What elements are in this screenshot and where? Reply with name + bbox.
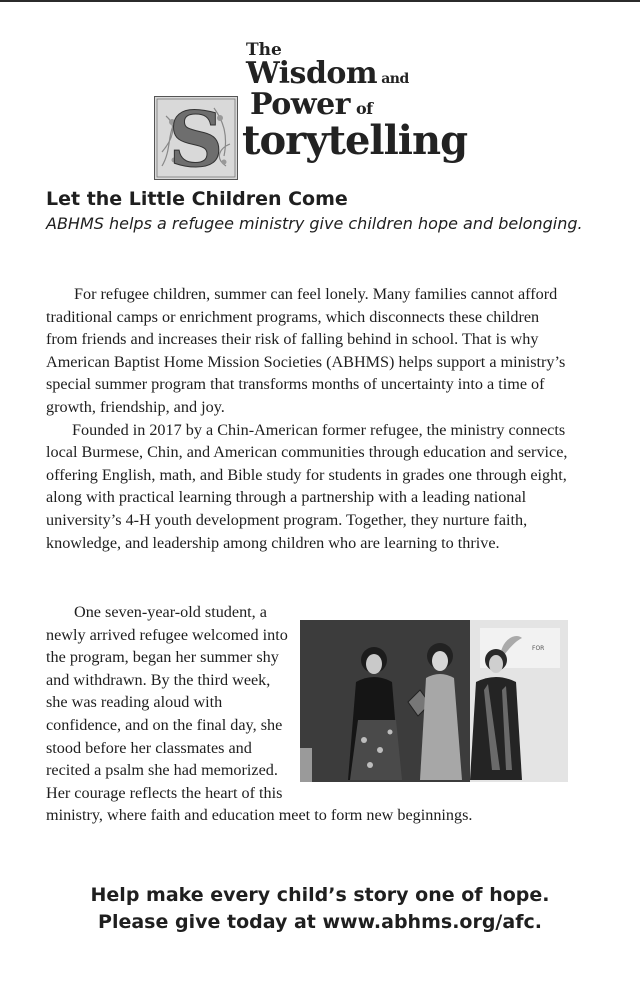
article-headline: Let the Little Children Come [46,188,348,210]
cta-line-1: Help make every child’s story one of hope. [90,884,550,906]
paragraph-3: One seven-year-old student, a newly arrived refugee welcomed into the program, began her summer shy and withdrawn. By the third week, she was reading aloud with confidence, and on the final day, she stood before her classmates and recited a psalm she had memorized. Her courage reflects the heart of this ministry, where faith and education meet to form new beginnings. [46,603,473,825]
masthead-wisdom [246,56,409,91]
masthead-wisdom-word: Wisdom [246,56,378,91]
masthead-the: The [246,40,282,60]
top-rule [0,0,640,2]
masthead-storytelling: torytelling [242,117,468,164]
masthead-of: of [355,99,373,118]
article-subhead: ABHMS helps a refugee ministry give children hope and belonging. [46,214,583,233]
masthead-power-word: Power [250,87,350,122]
masthead-and: and [381,71,409,87]
event-photo [300,620,568,782]
banner-text: FOR [532,645,545,652]
cta-line-2: Please give today at www.abhms.org/afc. [98,911,542,933]
paragraph-1: For refugee children, summer can feel lonely. Many families cannot afford traditional camps or enrichment programs, which disconnects these children from friends and increases their risk of falling behind in school. That is why American Baptist Home Mission Societies (ABHMS) helps support a ministry’s special summer program that transforms months of uncertainty into a time of growth, friendship, and joy. [46,285,566,416]
paragraph-2: Founded in 2017 by a Chin-American former refugee, the ministry connects local Burmese, Chin, and American communities through education and service, offering English, math, and Bible study for students in grades one through eight, along with practical learning through a partnership with a leading national university’s 4-H youth development program. Together, they nurture faith, knowledge, and leadership among children who are learning to thrive. [46,420,568,552]
masthead-logo [150,40,468,180]
ornamental-s-icon [154,96,238,180]
article-body [46,283,572,554]
call-to-action [40,882,600,936]
article-body-continued [46,601,576,827]
ornamental-s-letter: S [168,96,224,180]
photo-illustration [300,620,568,782]
